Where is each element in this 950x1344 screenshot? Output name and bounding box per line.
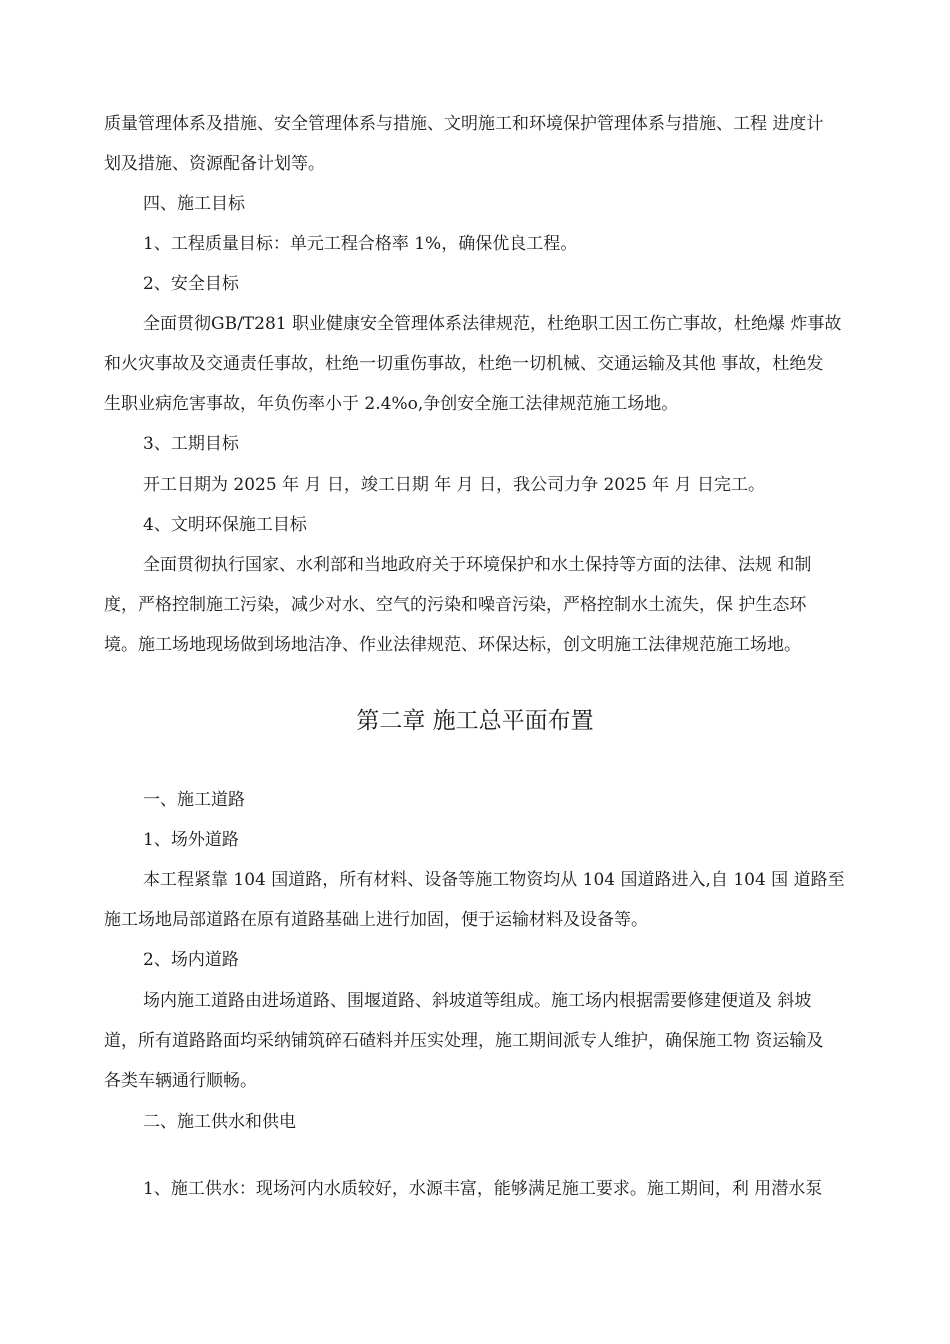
subsection-heading: 3、工期目标 [143, 434, 239, 454]
paragraph-line: 质量管理体系及措施、安全管理体系与措施、文明施工和环境保护管理体系与措施、工程 进度计 [104, 114, 824, 134]
section-heading: 一、施工道路 [143, 790, 245, 810]
paragraph-line: 场内施工道路由进场道路、围堰道路、斜坡道等组成。施工场内根据需要修建便道及 斜坡 [143, 991, 812, 1011]
paragraph-line: 施工场地局部道路在原有道路基础上进行加固，便于运输材料及设备等。 [104, 910, 648, 930]
paragraph-line: 全面贯彻执行国家、水利部和当地政府关于环境保护和水土保持等方面的法律、法规 和制 [143, 555, 812, 575]
section-heading: 二、施工供水和供电 [143, 1112, 296, 1132]
paragraph-line: 划及措施、资源配备计划等。 [104, 154, 325, 174]
paragraph-line: 道，所有道路路面均采纳铺筑碎石碴料并压实处理，施工期间派专人维护，确保施工物 资运输及 [104, 1031, 824, 1051]
paragraph-line: 生职业病危害事故，年负伤率小于 2.4%o,争创安全施工法律规范施工场地。 [104, 394, 679, 414]
subsection-heading: 4、文明环保施工目标 [143, 515, 307, 535]
subsection-heading: 2、场内道路 [143, 950, 239, 970]
paragraph-line: 1、施工供水：现场河内水质较好，水源丰富，能够满足施工要求。施工期间，利 用潜水泵 [143, 1179, 823, 1199]
paragraph-line: 本工程紧靠 104 国道路，所有材料、设备等施工物资均从 104 国道路进入,自 104 国 道路至 [143, 870, 845, 890]
section-heading: 四、施工目标 [143, 194, 245, 214]
paragraph-line: 度，严格控制施工污染，减少对水、空气的污染和噪音污染，严格控制水土流失，保 护生态环 [104, 595, 807, 615]
paragraph-line: 各类车辆通行顺畅。 [104, 1071, 257, 1091]
paragraph-line: 境。施工场地现场做到场地洁净、作业法律规范、环保达标，创文明施工法律规范施工场地。 [104, 635, 801, 655]
paragraph-line: 开工日期为 2025 年 月 日，竣工日期 年 月 日，我公司力争 2025 年 月 日完工。 [143, 475, 765, 495]
chapter-heading: 第二章 施工总平面布置 [356, 708, 594, 734]
subsection-heading: 1、场外道路 [143, 830, 239, 850]
paragraph-line: 全面贯彻GB/T281 职业健康安全管理体系法律规范，杜绝职工因工伤亡事故，杜绝爆 炸事故 [143, 314, 842, 334]
subsection-heading: 2、安全目标 [143, 274, 239, 294]
paragraph-line: 和火灾事故及交通责任事故，杜绝一切重伤事故，杜绝一切机械、交通运输及其他 事故，杜绝发 [104, 354, 824, 374]
paragraph-line: 1、工程质量目标：单元工程合格率 1%，确保优良工程。 [143, 234, 578, 254]
